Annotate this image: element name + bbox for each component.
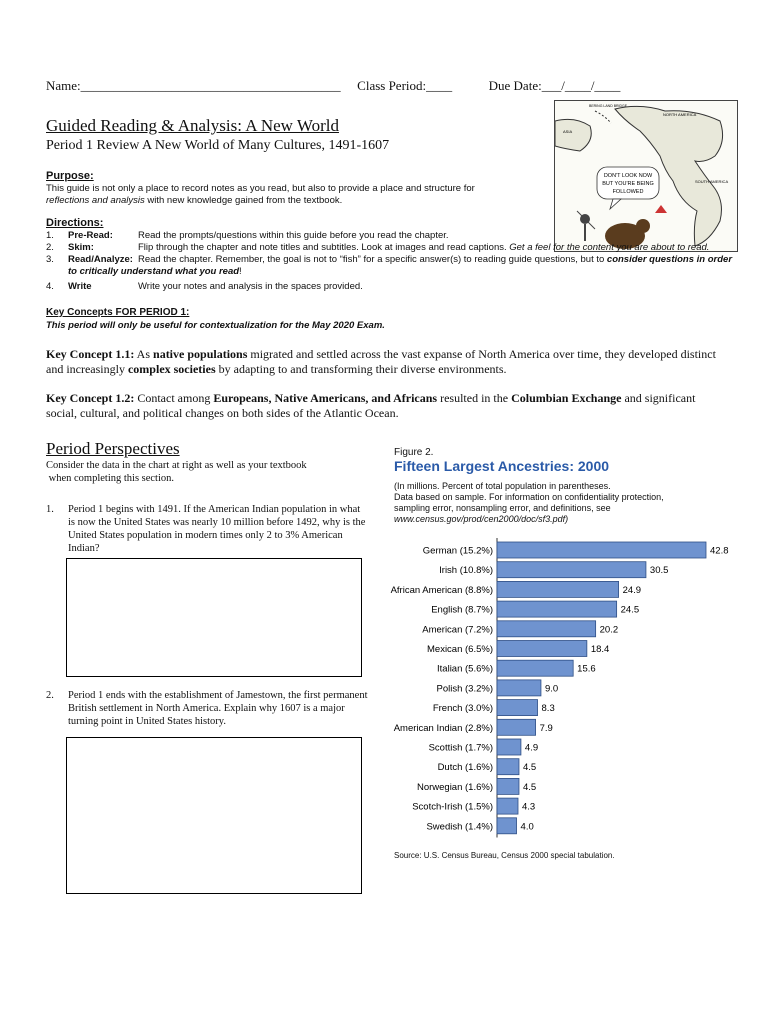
chart-category-label: English (8.7%)	[431, 604, 493, 616]
kc12-text: Contact among	[134, 391, 214, 405]
direction-text-italic: Get a feel for the content you are about to read.	[506, 242, 710, 253]
cartoon-caption-3: FOLLOWED	[612, 189, 644, 195]
direction-item	[46, 281, 363, 293]
key-concepts-note: This period will only be useful for contextualization for the May 2020 Exam.	[46, 320, 385, 331]
chart-value-label: 4.3	[521, 801, 536, 813]
chart-bar	[497, 778, 519, 794]
purpose-text	[46, 183, 486, 207]
cartoon-caption-1: DON'T LOOK NOW	[603, 173, 653, 179]
direction-label: Write	[68, 281, 92, 292]
figure-note-line: www.census.gov/prod/cen2000/doc/sf3.pdf)	[394, 514, 569, 524]
direction-text-end: !	[239, 266, 242, 277]
intro-line-1: Consider the data in the chart at right as well as your textbook	[46, 460, 307, 471]
chart-bar	[497, 798, 518, 814]
class-period-label[interactable]: Class Period:____	[357, 78, 453, 93]
chart-value-label: 4.5	[522, 762, 537, 774]
chart-bar	[497, 601, 617, 617]
direction-item	[46, 242, 709, 254]
page-subtitle: Period 1 Review A New World of Many Cultures, 1491-1607	[46, 138, 390, 153]
chart-bar	[497, 621, 596, 637]
direction-text: Write your notes and analysis in the spaces provided.	[138, 281, 363, 292]
direction-item	[46, 254, 736, 266]
chart-category-label: Irish (10.8%)	[439, 565, 493, 577]
direction-num: 3.	[46, 254, 54, 265]
chart-bar	[497, 542, 706, 558]
chart-category-label: Mexican (6.5%)	[427, 644, 493, 655]
question-2	[46, 689, 376, 739]
chart-bar	[497, 818, 517, 834]
direction-label: Read/Analyze:	[68, 254, 133, 265]
chart-category-label: American Indian (2.8%)	[393, 722, 493, 734]
intro-line-2: when completing this section.	[46, 473, 175, 484]
chart-bar	[497, 680, 541, 696]
purpose-line-2	[46, 195, 486, 207]
chart-value-label: 42.8	[710, 545, 729, 557]
direction-label: Skim:	[68, 242, 94, 253]
purpose-line-1: This guide is not only a place to record notes as you read, but also to provide a place and structure for	[46, 183, 475, 194]
chart-category-label: American (7.2%)	[422, 624, 493, 636]
kc11-label: Key Concept 1.1:	[46, 347, 135, 361]
cartoon-label-asia: ASIA	[563, 129, 573, 134]
chart-value-label: 24.5	[620, 604, 640, 616]
question-1	[46, 503, 376, 563]
purpose-italic: reflections and analysis	[46, 195, 145, 206]
name-field-label[interactable]: Name:________________________________________	[46, 78, 341, 93]
direction-text-bold-italic: to critically understand what you read	[68, 266, 240, 277]
chart-category-label: Dutch (1.6%)	[437, 762, 493, 774]
chart-value-label: 24.9	[622, 584, 642, 596]
answer-box-1[interactable]	[66, 558, 362, 677]
chart-bar	[497, 660, 573, 676]
chart-bar	[497, 562, 646, 578]
question-text: Period 1 ends with the establishment of Jamestown, the first permanent British settlement in North America. Explain why 1607 is a major turning point in United States history.	[68, 690, 368, 727]
cartoon-label-north-america: NORTH AMERICA	[663, 112, 697, 117]
page-title: Guided Reading & Analysis: A New World	[46, 116, 339, 135]
kc11-text: by adapting to and transforming their diverse environments.	[215, 362, 507, 376]
figure-label: Figure 2.	[394, 447, 434, 458]
chart-bar	[497, 700, 538, 716]
direction-num: 4.	[46, 281, 54, 292]
chart-bar	[497, 719, 536, 735]
direction-text: Read the chapter. Remember, the goal is not to “fish” for a specific answer(s) to reading guide questions, but to	[138, 254, 605, 265]
direction-label: Pre-Read:	[68, 230, 113, 241]
chart-value-label: 9.0	[544, 683, 559, 695]
key-concepts-heading: Key Concepts FOR PERIOD 1:	[46, 307, 190, 318]
kc12-bold: Europeans, Native Americans, and Africans	[213, 391, 438, 405]
answer-box-2[interactable]	[66, 737, 362, 894]
ancestries-bar-chart	[380, 538, 740, 840]
chart-value-label: 8.3	[541, 703, 555, 715]
question-number: 1.	[46, 504, 54, 515]
figure-note-line: (In millions. Percent of total population in parentheses.	[394, 481, 611, 491]
direction-num: 2.	[46, 242, 54, 253]
chart-bar	[497, 759, 519, 775]
figure-title: Fifteen Largest Ancestries: 2000	[394, 458, 610, 474]
chart-category-label: French (3.0%)	[432, 703, 493, 715]
chart-value-label: 30.5	[649, 565, 669, 577]
cartoon-label-bering: BERING LAND BRIDGE	[589, 104, 628, 108]
figure-note	[394, 481, 694, 525]
chart-value-label: 15.6	[577, 663, 596, 675]
period-perspectives-heading: Period Perspectives	[46, 439, 180, 458]
question-text: Period 1 begins with 1491. If the American Indian population in what is now the United States was nearly 10 million before 1492, why is the United States population in modern times only 2 to 3% American Indian?	[68, 504, 366, 554]
chart-value-label: 20.2	[599, 624, 619, 636]
question-number: 2.	[46, 690, 54, 701]
due-date-label[interactable]: Due Date:___/____/____	[488, 78, 621, 93]
map-cartoon-image	[554, 100, 738, 252]
directions-heading: Directions:	[46, 217, 104, 229]
key-concept-1-1	[46, 347, 718, 377]
purpose-line-2-rest: with new knowledge gained from the textbook.	[144, 195, 343, 206]
kc12-bold: Columbian Exchange	[511, 391, 622, 405]
chart-category-label: Polish (3.2%)	[436, 683, 493, 695]
kc12-text: resulted in the	[437, 391, 512, 405]
kc12-label: Key Concept 1.2:	[46, 391, 135, 405]
kc12-text: and significant social, cultural, and political changes on both sides of the Atlantic Ocean.	[46, 391, 696, 420]
direction-num: 1.	[46, 230, 54, 241]
direction-item-continuation	[68, 266, 242, 278]
direction-item	[46, 230, 449, 242]
direction-text: Flip through the chapter and note titles and subtitles. Look at images and read captions.	[138, 242, 507, 253]
figure-note-line: Data based on sample. For information on confidentiality protection,	[394, 492, 664, 502]
chart-value-label: 18.4	[590, 644, 610, 655]
purpose-heading: Purpose:	[46, 170, 94, 182]
chart-value-label: 7.9	[539, 722, 553, 734]
chart-category-label: Swedish (1.4%)	[426, 821, 493, 833]
period-perspectives-intro	[46, 459, 346, 485]
header-line	[46, 78, 620, 94]
chart-bar	[497, 581, 619, 597]
chart-category-label: African American (8.8%)	[390, 584, 493, 596]
chart-category-label: Italian (5.6%)	[437, 663, 493, 675]
figure-source: Source: U.S. Census Bureau, Census 2000 special tabulation.	[394, 851, 615, 860]
kc11-bold: complex societies	[127, 362, 216, 376]
chart-category-label: Norwegian (1.6%)	[416, 781, 493, 793]
cartoon-caption-2: BUT YOU'RE BEING	[602, 181, 654, 187]
map-cartoon-illustration	[555, 101, 737, 251]
cartoon-label-south-america: SOUTH AMERICA	[695, 179, 729, 184]
chart-category-label: Scottish (1.7%)	[428, 742, 493, 754]
figure-note-line: sampling error, nonsampling error, and definitions, see	[394, 503, 611, 513]
chart-value-label: 4.0	[520, 821, 534, 833]
kc11-text: migrated and settled across the vast expanse of North America over time, they developed distinct and increasingly	[46, 347, 716, 376]
chart-category-label: German (15.2%)	[422, 545, 493, 557]
chart-value-label: 4.5	[522, 781, 537, 793]
key-concept-1-2	[46, 391, 718, 421]
chart-bar	[497, 641, 587, 657]
chart-bar	[497, 739, 521, 755]
chart-category-label: Scotch-Irish (1.5%)	[412, 801, 493, 813]
direction-text-bold-italic: consider questions in order	[604, 254, 733, 265]
direction-text: Read the prompts/questions within this guide before you read the chapter.	[138, 230, 449, 241]
kc11-bold: native populations	[153, 347, 248, 361]
chart-value-label: 4.9	[524, 742, 539, 754]
kc11-text: As	[134, 347, 154, 361]
